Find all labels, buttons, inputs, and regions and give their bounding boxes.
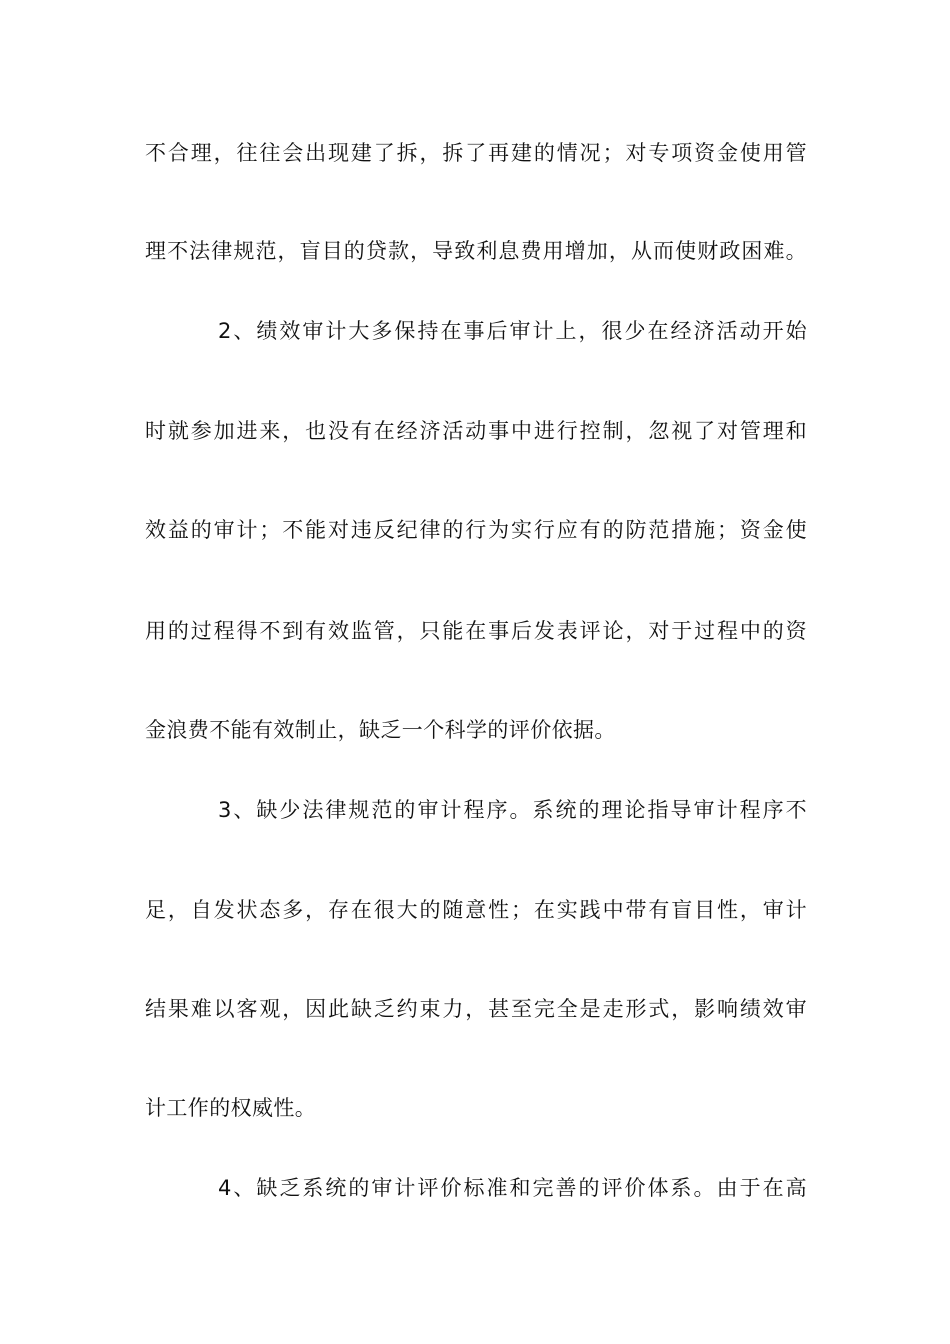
text-line-6: 用的过程得不到有效监管，只能在事后发表评论，对于过程中的资 (145, 619, 807, 643)
paragraph-4-line-1: 4、缺乏系统的审计评价标准和完善的评价体系。由于在高 (218, 1176, 807, 1200)
text-line-5: 效益的审计；不能对违反纪律的行为实行应有的防范措施；资金使 (145, 518, 807, 542)
paragraph-3-line-1: 3、缺少法律规范的审计程序。系统的理论指导审计程序不 (218, 798, 807, 822)
text-line-2: 理不法律规范，盲目的贷款，导致利息费用增加，从而使财政困难。 (145, 239, 807, 263)
text-line-9: 足，自发状态多，存在很大的随意性；在实践中带有盲目性，审计 (145, 898, 807, 922)
text-line-1: 不合理，往往会出现建了拆，拆了再建的情况；对专项资金使用管 (145, 141, 807, 165)
paragraph-2-line-1: 2、绩效审计大多保持在事后审计上，很少在经济活动开始 (218, 319, 807, 343)
text-line-10: 结果难以客观，因此缺乏约束力，甚至完全是走形式，影响绩效审 (145, 997, 807, 1021)
text-line-11: 计工作的权威性。 (145, 1096, 317, 1120)
text-line-4: 时就参加进来，也没有在经济活动事中进行控制，忽视了对管理和 (145, 419, 807, 443)
text-line-7: 金浪费不能有效制止，缺乏一个科学的评价依据。 (145, 718, 616, 742)
